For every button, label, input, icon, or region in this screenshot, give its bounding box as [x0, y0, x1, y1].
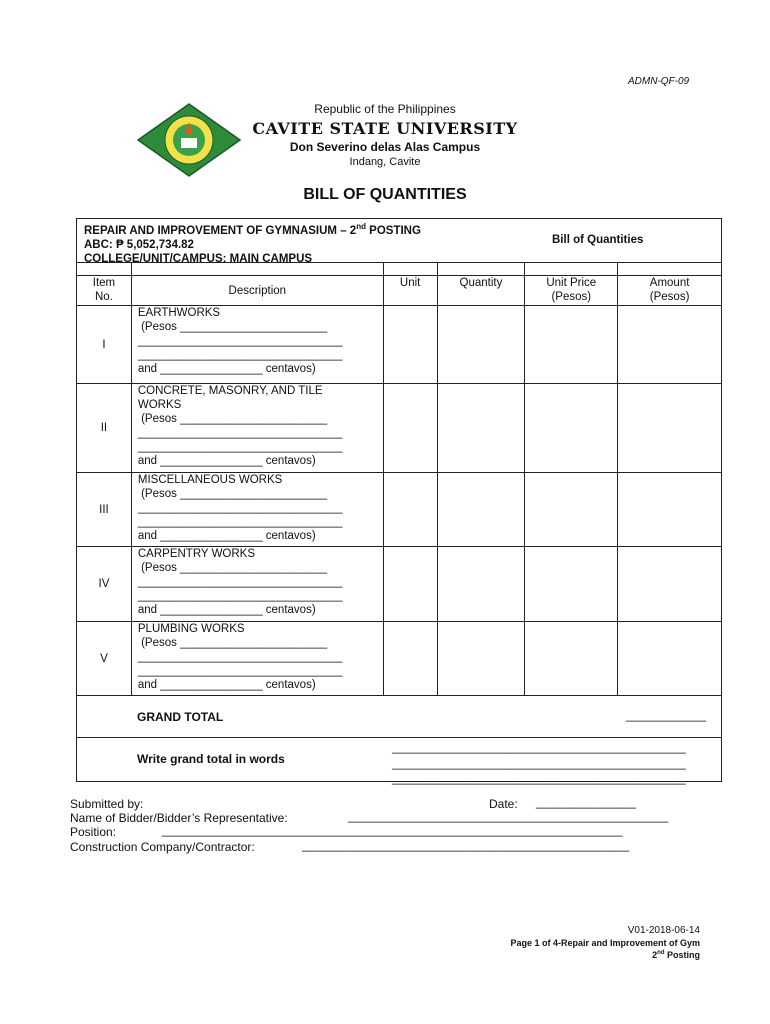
town-name: Indang, Cavite [349, 156, 421, 168]
quantity-cell[interactable] [437, 306, 525, 384]
name-field[interactable]: ________________________________________________ [348, 809, 669, 823]
unit-cell[interactable] [383, 473, 437, 547]
words-field-3[interactable]: ____________________________________________ [392, 771, 686, 785]
words-field-2[interactable]: ____________________________________________ [392, 756, 686, 770]
grand-total-divider [76, 737, 722, 738]
col-item-no: Item No. [77, 276, 132, 306]
campus-name: Don Severino delas Alas Campus [289, 140, 481, 154]
project-college: COLLEGE/UNIT/CAMPUS: MAIN CAMPUS [84, 252, 313, 265]
republic-text: Republic of the Philippines [314, 102, 456, 116]
col-amount: Amount (Pesos) [618, 276, 722, 306]
table-row [77, 306, 722, 384]
submitted-by-label: Submitted by: [70, 797, 144, 811]
quantity-cell[interactable] [437, 622, 525, 696]
item-description: EARTHWORKS (Pesos _______________________ ________________________________ ________________________________ and ________________ centavos) [131, 306, 383, 384]
item-number: II [77, 384, 132, 473]
words-field-1[interactable]: ____________________________________________ [392, 740, 686, 754]
item-description: PLUMBING WORKS (Pesos _______________________ ________________________________ ________________________________ and ________________ centavos) [131, 622, 383, 696]
university-name: CAVITE STATE UNIVERSITY [252, 119, 518, 138]
table-row [77, 384, 722, 473]
col-description: Description [131, 276, 383, 306]
amount-cell[interactable] [618, 384, 722, 473]
grand-total-label: GRAND TOTAL [137, 710, 224, 724]
version-code: V01-2018-06-14 [627, 925, 700, 936]
quantity-cell[interactable] [437, 547, 525, 622]
unit-price-cell[interactable] [525, 473, 618, 547]
date-field[interactable]: _______________ [536, 795, 637, 809]
table-spacer-row [77, 263, 722, 276]
grand-total-field[interactable]: ____________ [626, 708, 707, 722]
item-number: IV [77, 547, 132, 622]
unit-price-cell[interactable] [525, 547, 618, 622]
project-title: REPAIR AND IMPROVEMENT OF GYMNASIUM – 2nd POSTING [84, 222, 421, 237]
col-unit: Unit [383, 276, 437, 306]
items-table [76, 262, 722, 696]
table-row [77, 622, 722, 696]
boq-label: Bill of Quantities [552, 234, 644, 246]
unit-cell[interactable] [383, 384, 437, 473]
item-number: III [77, 473, 132, 547]
company-field[interactable]: _________________________________________________ [302, 838, 630, 852]
position-field[interactable]: _____________________________________________________________________ [162, 823, 623, 837]
table-header-row [77, 276, 722, 306]
item-number: I [77, 306, 132, 384]
project-info [84, 220, 421, 266]
page-info: Page 1 of 4-Repair and Improvement of Gym [510, 938, 700, 948]
item-description: MISCELLANEOUS WORKS (Pesos _______________________ ________________________________ ________________________________ and ________________ centavos) [131, 473, 383, 547]
item-description: CONCRETE, MASONRY, AND TILE WORKS (Pesos _______________________ ________________________________ ________________________________ and ________________ centavos) [131, 384, 383, 473]
quantity-cell[interactable] [437, 384, 525, 473]
form-code: ADMN-QF-09 [628, 76, 690, 87]
amount-cell[interactable] [618, 547, 722, 622]
quantity-cell[interactable] [437, 473, 525, 547]
company-label: Construction Company/Contractor: [70, 840, 255, 854]
unit-cell[interactable] [383, 622, 437, 696]
table-row [77, 547, 722, 622]
col-unit-price: Unit Price (Pesos) [525, 276, 618, 306]
table-row [77, 473, 722, 547]
posting-info: 2nd Posting [652, 950, 700, 960]
unit-cell[interactable] [383, 306, 437, 384]
unit-price-cell[interactable] [525, 622, 618, 696]
amount-cell[interactable] [618, 306, 722, 384]
unit-price-cell[interactable] [525, 384, 618, 473]
project-abc: ABC: ₱ 5,052,734.82 [84, 238, 194, 251]
col-quantity: Quantity [437, 276, 525, 306]
item-number: V [77, 622, 132, 696]
item-description: CARPENTRY WORKS (Pesos _______________________ ________________________________ ________________________________ and ________________ centavos) [131, 547, 383, 622]
unit-cell[interactable] [383, 547, 437, 622]
words-label: Write grand total in words [137, 752, 285, 766]
amount-cell[interactable] [618, 622, 722, 696]
position-label: Position: [70, 825, 117, 839]
document-title: BILL OF QUANTITIES [303, 186, 467, 203]
date-label: Date: [489, 797, 518, 811]
unit-price-cell[interactable] [525, 306, 618, 384]
name-label: Name of Bidder/Bidder’s Representative: [70, 811, 288, 825]
amount-cell[interactable] [618, 473, 722, 547]
